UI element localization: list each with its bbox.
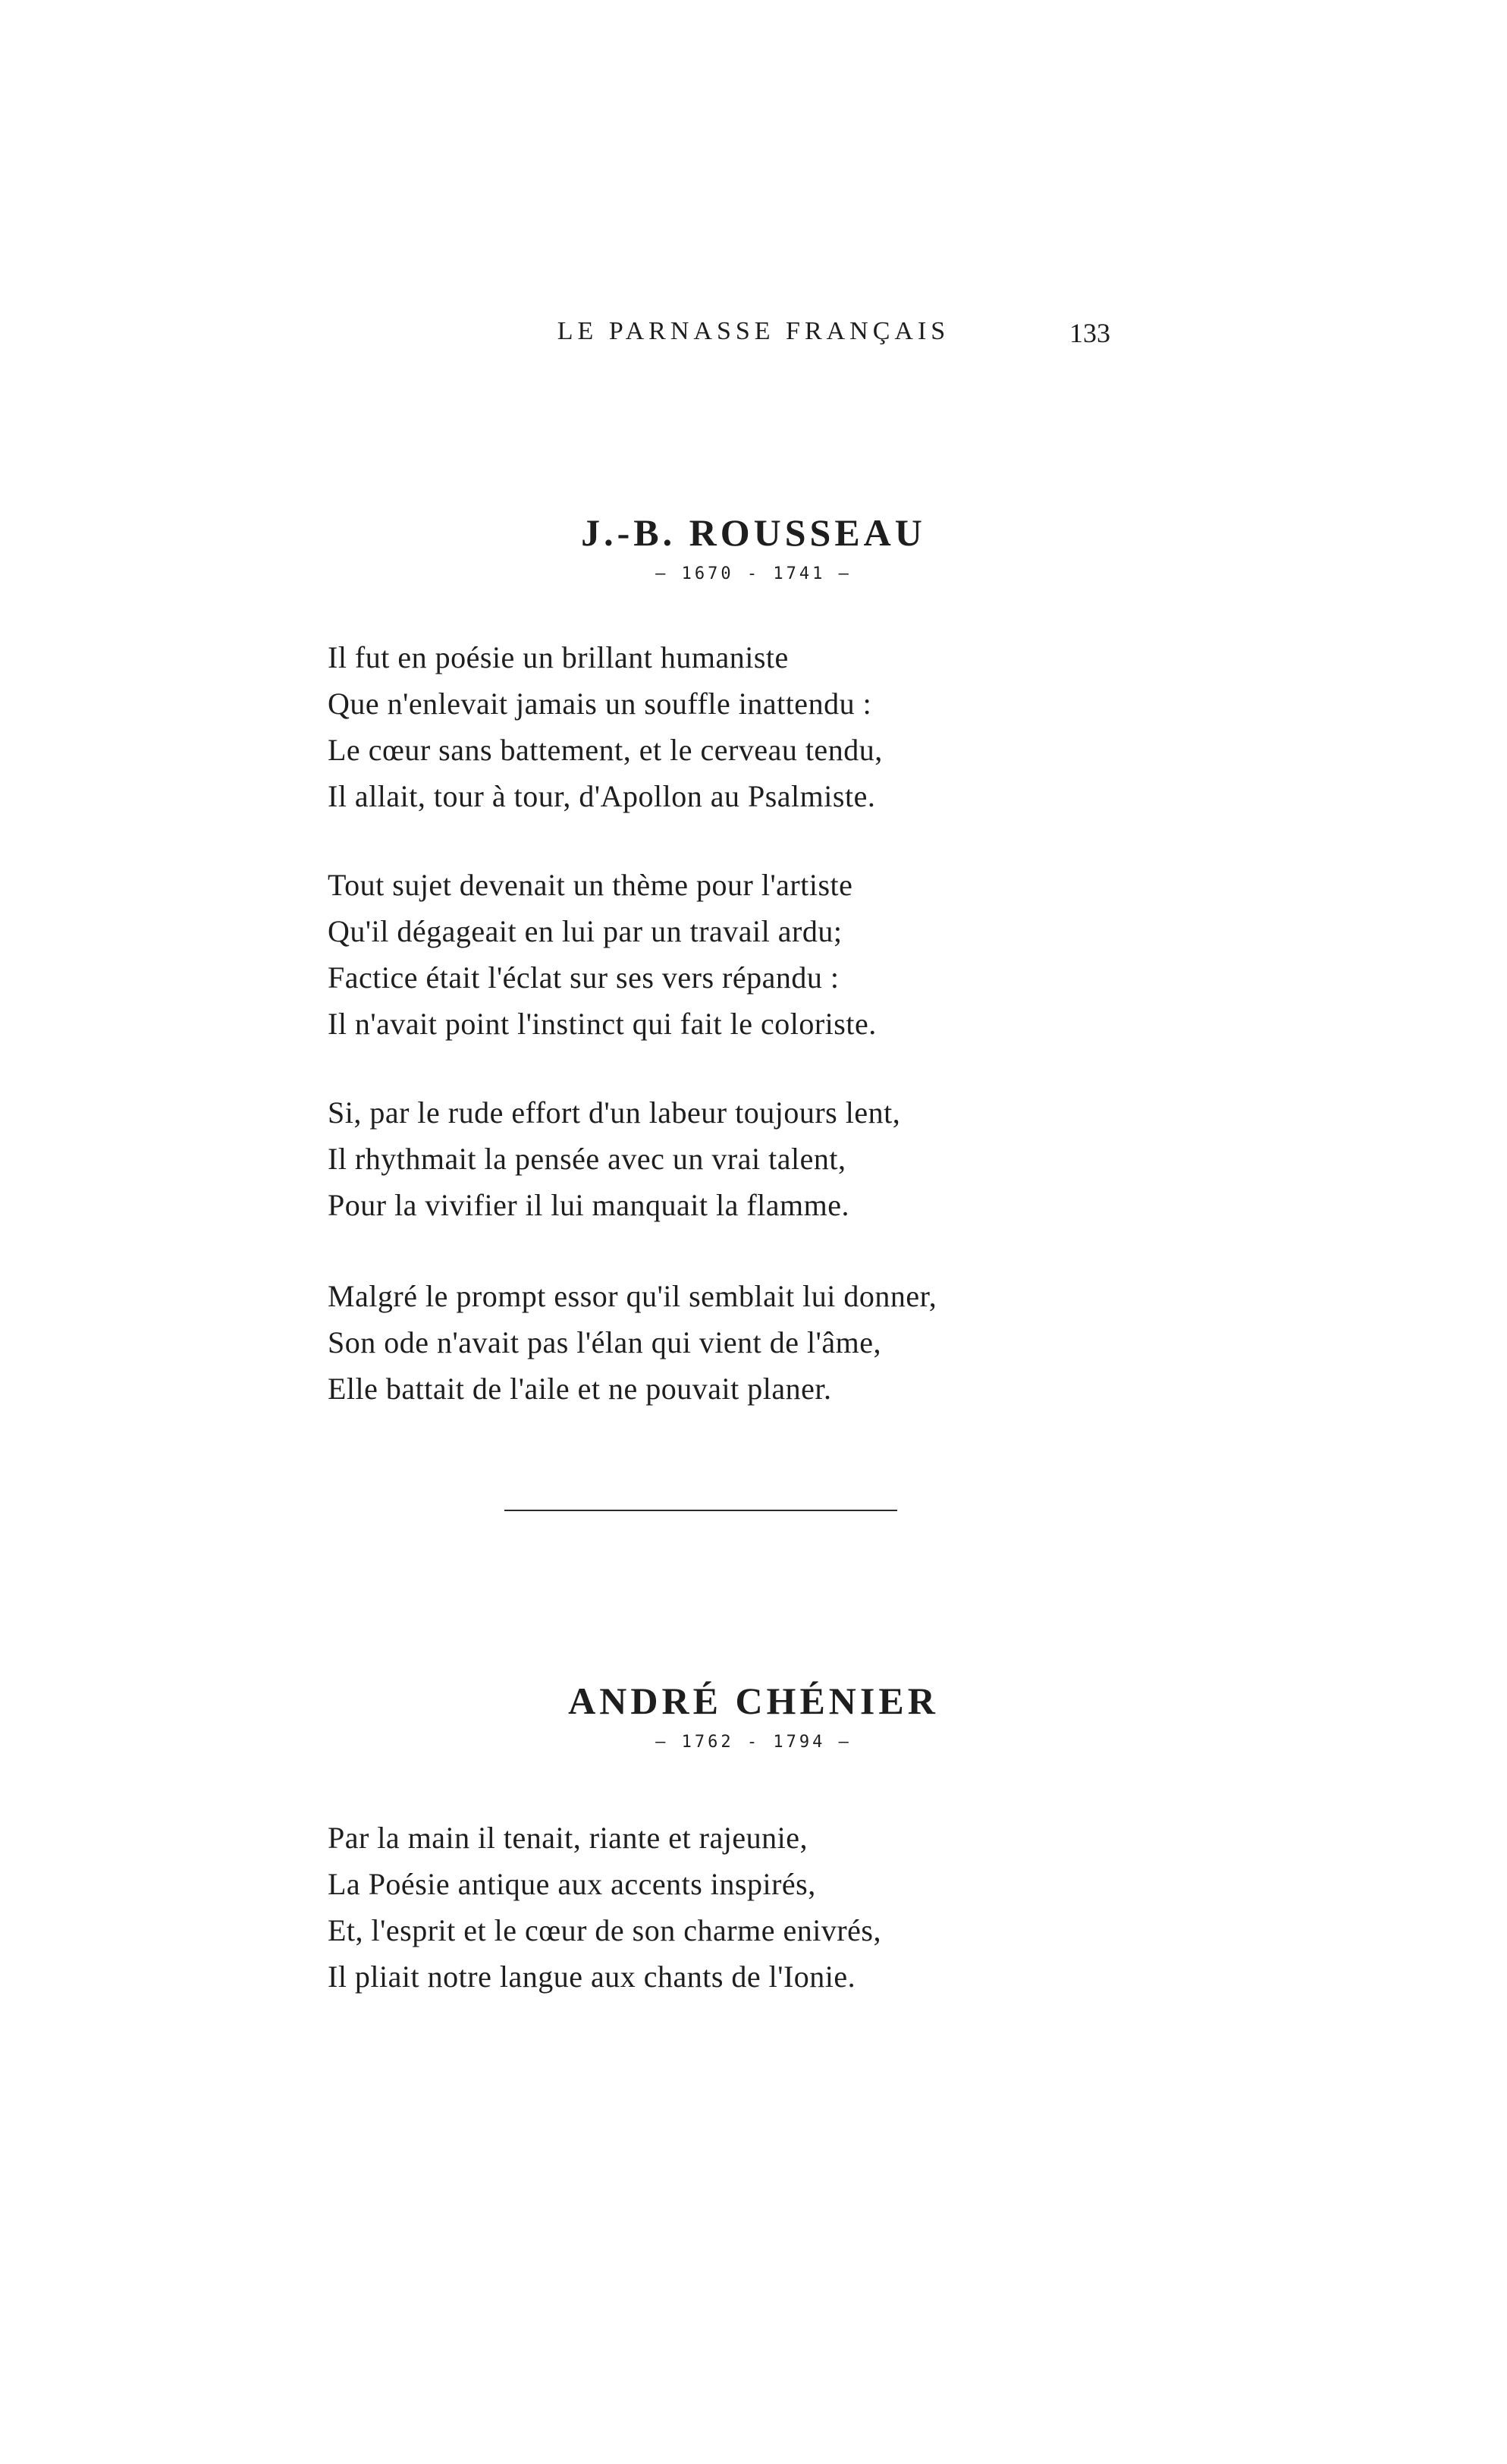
poem-rousseau-stanza-2 — [328, 862, 1162, 1047]
poet-heading-rousseau — [0, 510, 1507, 586]
stanza — [328, 1273, 1162, 1412]
poem-line: Que n'enlevait jamais un souffle inattendu : — [328, 687, 872, 721]
stanza — [328, 1089, 1162, 1228]
poem-chenier — [328, 1815, 1162, 2000]
poet-name: J.-B. ROUSSEAU — [581, 511, 926, 554]
stanza — [328, 862, 1162, 1047]
stanza — [328, 634, 1162, 819]
poet-heading-chenier — [0, 1678, 1507, 1754]
poem-line: Par la main il tenait, riante et rajeunie, — [328, 1821, 808, 1855]
poem-line: Il n'avait point l'instinct qui fait le coloriste. — [328, 1007, 877, 1041]
poem-line: Si, par le rude effort d'un labeur toujours lent, — [328, 1095, 901, 1130]
poem-line: Il allait, tour à tour, d'Apollon au Psalmiste. — [328, 779, 876, 813]
poem-line: Factice était l'éclat sur ses vers répandu : — [328, 960, 840, 995]
poem-line: Elle battait de l'aile et ne pouvait planer. — [328, 1372, 832, 1406]
poem-rousseau-stanza-3 — [328, 1089, 1162, 1228]
poem-line: Il rhythmait la pensée avec un vrai talent, — [328, 1142, 846, 1176]
poem-line: Il pliait notre langue aux chants de l'Ionie. — [328, 1960, 856, 1994]
poem-line: Tout sujet devenait un thème pour l'artiste — [328, 868, 853, 902]
poem-line: Qu'il dégageait en lui par un travail ardu; — [328, 914, 843, 948]
poet-dates: — 1670 - 1741 — — [655, 564, 852, 583]
running-head — [0, 317, 1507, 355]
stanza — [328, 1815, 1162, 2000]
poem-line: Le cœur sans battement, et le cerveau tendu, — [328, 733, 883, 767]
page-number: 133 — [1069, 318, 1110, 348]
poem-rousseau — [328, 634, 1162, 819]
poem-line: Il fut en poésie un brillant humaniste — [328, 640, 789, 674]
poem-line: Pour la vivifier il lui manquait la flamme. — [328, 1188, 850, 1222]
poet-dates: — 1762 - 1794 — — [655, 1733, 852, 1752]
poem-line: La Poésie antique aux accents inspirés, — [328, 1867, 816, 1901]
poem-line: Et, l'esprit et le cœur de son charme enivrés, — [328, 1913, 881, 1947]
poem-rousseau-stanza-4 — [328, 1273, 1162, 1412]
poem-line: Malgré le prompt essor qu'il semblait lui donner, — [328, 1279, 937, 1313]
section-divider — [504, 1510, 897, 1511]
poet-name: ANDRÉ CHÉNIER — [568, 1680, 939, 1722]
poem-line: Son ode n'avait pas l'élan qui vient de l'âme, — [328, 1325, 881, 1359]
running-title: LE PARNASSE FRANÇAIS — [557, 317, 950, 345]
